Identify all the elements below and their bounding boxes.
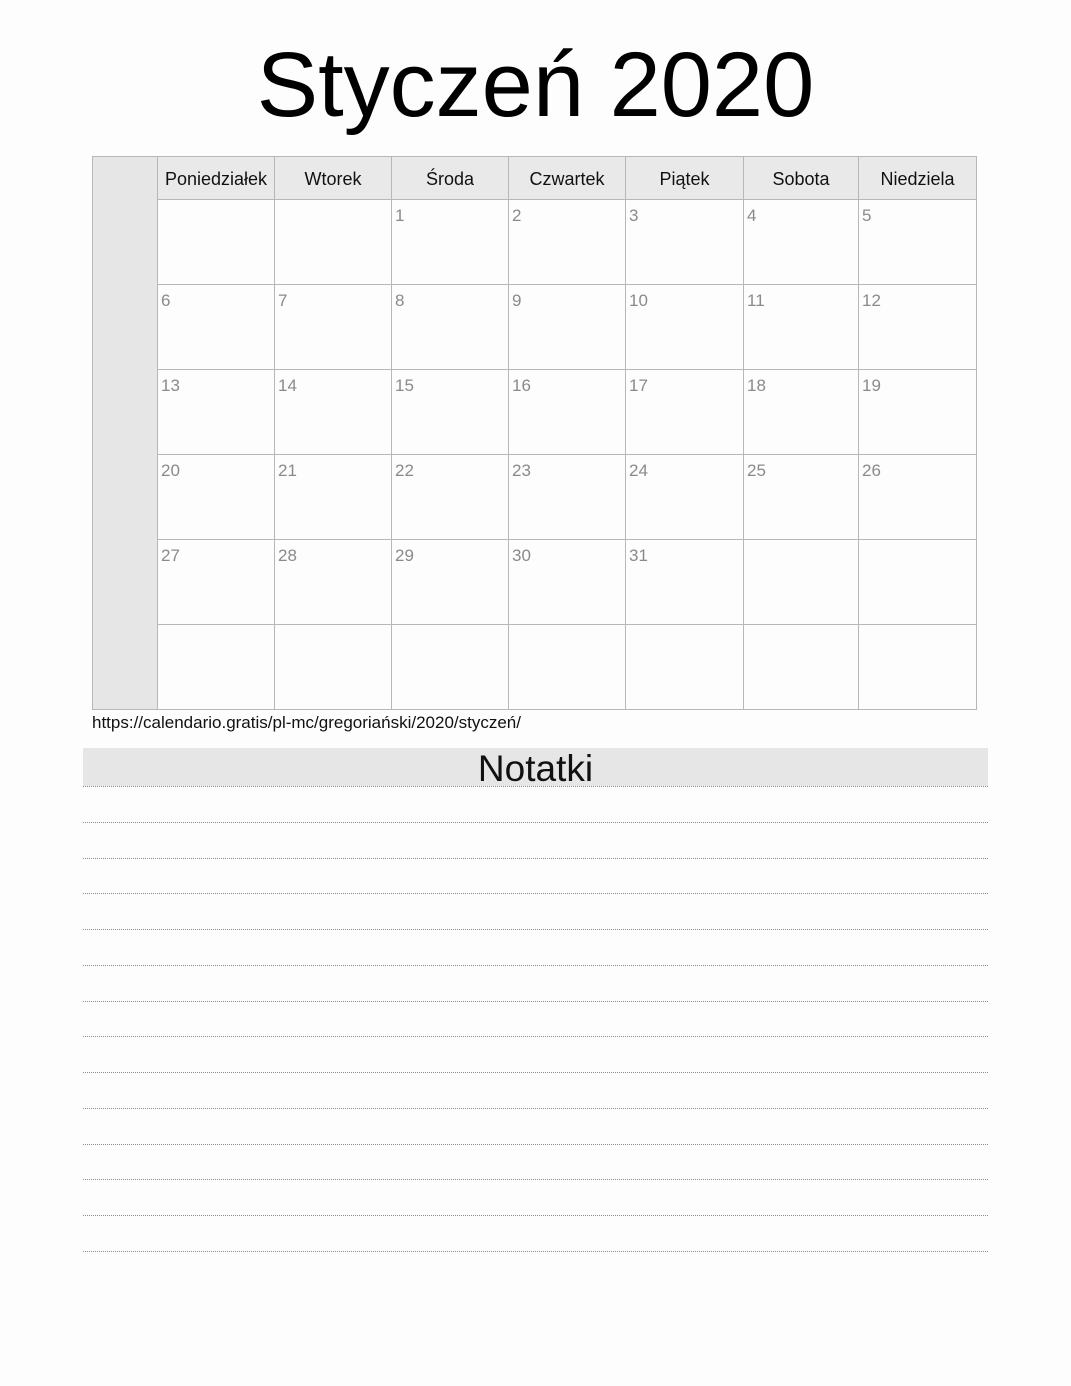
day-cell[interactable]	[275, 625, 392, 709]
day-cell[interactable]	[509, 455, 626, 539]
note-line[interactable]	[83, 1215, 988, 1216]
weekday-header: Środa	[392, 157, 509, 199]
day-number: 24	[629, 461, 648, 480]
day-cell[interactable]	[626, 370, 744, 454]
day-number: 30	[512, 546, 531, 565]
day-number: 7	[278, 291, 288, 310]
day-cell[interactable]	[392, 370, 509, 454]
day-cell[interactable]	[509, 540, 626, 624]
note-line[interactable]	[83, 1108, 988, 1109]
note-line[interactable]	[83, 1251, 988, 1252]
day-cell[interactable]	[859, 285, 976, 369]
day-number: 21	[278, 461, 297, 480]
note-line[interactable]	[83, 786, 988, 787]
day-cell[interactable]	[626, 285, 744, 369]
day-number: 6	[161, 291, 171, 310]
day-cell[interactable]	[158, 370, 275, 454]
day-cell[interactable]	[275, 455, 392, 539]
day-cell[interactable]	[158, 540, 275, 624]
week-row	[158, 455, 976, 540]
note-line[interactable]	[83, 1001, 988, 1002]
day-cell[interactable]	[859, 540, 976, 624]
note-line[interactable]	[83, 858, 988, 859]
weekday-header: Poniedziałek	[158, 157, 275, 199]
note-line[interactable]	[83, 822, 988, 823]
day-number: 16	[512, 376, 531, 395]
weekday-header: Piątek	[626, 157, 744, 199]
note-line[interactable]	[83, 1144, 988, 1145]
week-row	[158, 285, 976, 370]
note-line[interactable]	[83, 1179, 988, 1180]
day-number: 20	[161, 461, 180, 480]
day-cell[interactable]	[744, 285, 859, 369]
day-number: 1	[395, 206, 405, 225]
day-cell[interactable]	[392, 625, 509, 709]
day-cell[interactable]	[392, 455, 509, 539]
day-cell[interactable]	[158, 285, 275, 369]
note-line[interactable]	[83, 1036, 988, 1037]
day-number: 14	[278, 376, 297, 395]
day-number: 19	[862, 376, 881, 395]
weekday-header: Sobota	[744, 157, 859, 199]
weekday-header: Wtorek	[275, 157, 392, 199]
day-cell[interactable]	[392, 200, 509, 284]
day-cell[interactable]	[859, 625, 976, 709]
day-number: 4	[747, 206, 757, 225]
calendar-grid	[92, 156, 977, 710]
day-cell[interactable]	[744, 370, 859, 454]
note-line[interactable]	[83, 965, 988, 966]
day-cell[interactable]	[509, 200, 626, 284]
weekday-header: Czwartek	[509, 157, 626, 199]
note-line[interactable]	[83, 893, 988, 894]
day-cell[interactable]	[626, 625, 744, 709]
day-number: 11	[747, 291, 765, 310]
day-number: 31	[629, 546, 648, 565]
day-number: 3	[629, 206, 639, 225]
day-number: 23	[512, 461, 531, 480]
day-number: 8	[395, 291, 405, 310]
day-cell[interactable]	[275, 285, 392, 369]
day-number: 29	[395, 546, 414, 565]
day-number: 12	[862, 291, 881, 310]
week-number-column	[93, 157, 158, 709]
day-cell[interactable]	[158, 455, 275, 539]
day-cell[interactable]	[859, 455, 976, 539]
day-cell[interactable]	[158, 200, 275, 284]
day-cell[interactable]	[744, 540, 859, 624]
day-number: 5	[862, 206, 872, 225]
week-row	[158, 200, 976, 285]
day-cell[interactable]	[744, 625, 859, 709]
day-number: 27	[161, 546, 180, 565]
day-cell[interactable]	[626, 540, 744, 624]
day-cell[interactable]	[744, 200, 859, 284]
day-cell[interactable]	[275, 540, 392, 624]
day-cell[interactable]	[275, 370, 392, 454]
day-cell[interactable]	[859, 370, 976, 454]
notes-heading: Notatki	[83, 748, 988, 786]
day-cell[interactable]	[744, 455, 859, 539]
day-cell[interactable]	[509, 285, 626, 369]
day-cell[interactable]	[392, 540, 509, 624]
day-number: 25	[747, 461, 766, 480]
day-cell[interactable]	[158, 625, 275, 709]
week-row	[158, 625, 976, 710]
day-number: 22	[395, 461, 414, 480]
day-cell[interactable]	[626, 200, 744, 284]
day-number: 2	[512, 206, 522, 225]
note-line[interactable]	[83, 1072, 988, 1073]
day-cell[interactable]	[626, 455, 744, 539]
day-number: 13	[161, 376, 180, 395]
day-cell[interactable]	[275, 200, 392, 284]
week-row	[158, 540, 976, 625]
day-number: 18	[747, 376, 766, 395]
day-cell[interactable]	[509, 625, 626, 709]
day-cell[interactable]	[859, 200, 976, 284]
day-cell[interactable]	[509, 370, 626, 454]
month-grid	[158, 157, 976, 709]
day-number: 15	[395, 376, 414, 395]
weekday-header-row	[158, 157, 976, 200]
day-number: 17	[629, 376, 648, 395]
note-line[interactable]	[83, 929, 988, 930]
weekday-header: Niedziela	[880, 169, 955, 189]
source-url: https://calendario.gratis/pl-mc/gregoriański/2020/styczeń/	[92, 713, 521, 732]
week-row	[158, 370, 976, 455]
day-number: 9	[512, 291, 522, 310]
day-number: 28	[278, 546, 297, 565]
day-number: 10	[629, 291, 648, 310]
page-title: Styczeń 2020	[256, 34, 815, 136]
day-number: 26	[862, 461, 881, 480]
day-cell[interactable]	[392, 285, 509, 369]
